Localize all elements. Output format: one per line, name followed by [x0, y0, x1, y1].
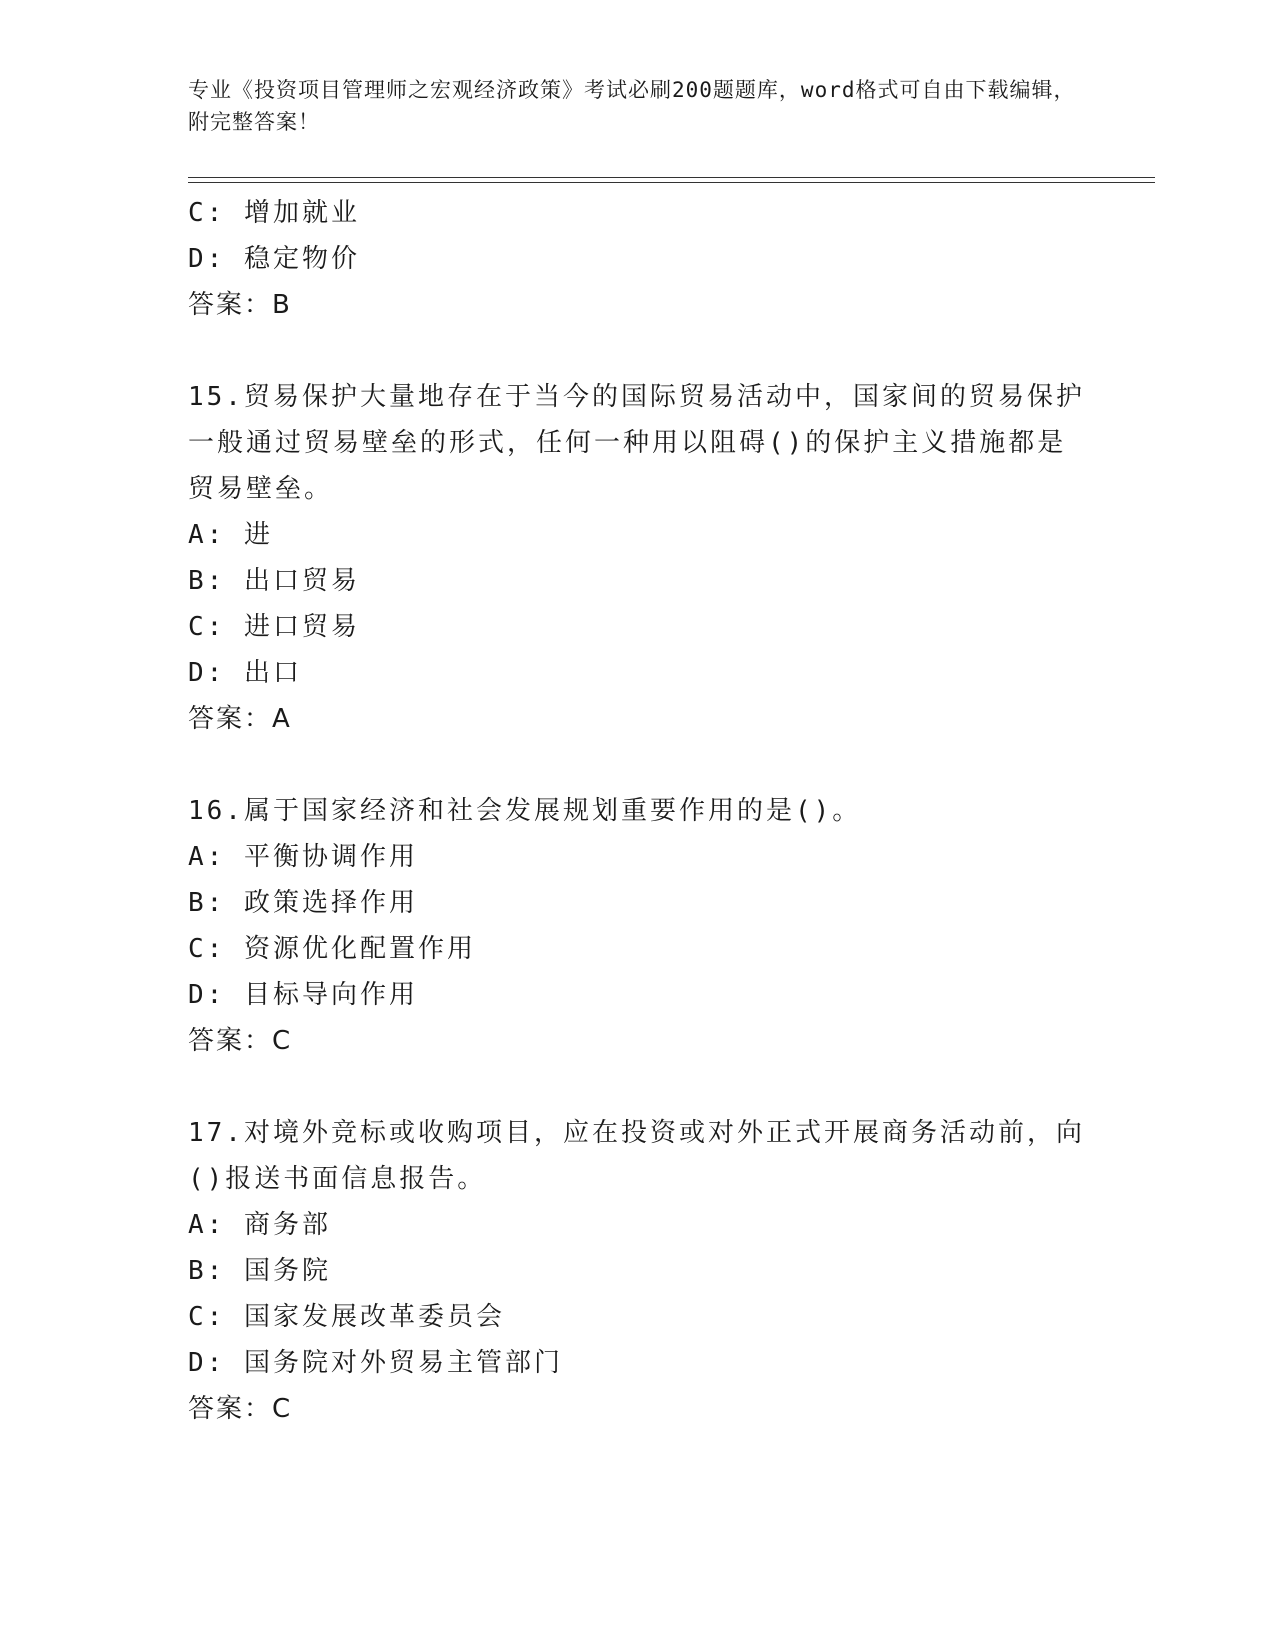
answer-line: 答案：C — [188, 1026, 293, 1056]
option-b: B: 国务院 — [188, 1256, 331, 1286]
answer-line: 答案：A — [188, 704, 292, 734]
header-text: 专业《投资项目管理师之宏观经济政策》考试必刷200题题库，word格式可自由下载编辑，附完整答案！ — [188, 78, 1076, 134]
spacer — [188, 1064, 1088, 1110]
answer-line: 答案：B — [188, 290, 292, 320]
option-c: C: 进口贸易 — [188, 612, 360, 642]
answer-line: 答案：C — [188, 1394, 293, 1424]
question-text-line: 15.贸易保护大量地存在于当今的国际贸易活动中，国家间的贸易保护 — [188, 382, 1085, 412]
option-d: D: 出口 — [188, 658, 302, 688]
question-16 — [188, 788, 1088, 1064]
option-d: D: 国务院对外贸易主管部门 — [188, 1348, 563, 1378]
question-content — [188, 190, 1088, 1432]
spacer — [188, 742, 1088, 788]
option-c: C: 资源优化配置作用 — [188, 934, 476, 964]
page-header — [188, 74, 1088, 138]
option-a: A: 商务部 — [188, 1210, 331, 1240]
question-text-line: 16.属于国家经济和社会发展规划重要作用的是()。 — [188, 796, 862, 826]
question-text-line: ()报送书面信息报告。 — [188, 1164, 487, 1194]
option-b: B: 出口贸易 — [188, 566, 360, 596]
option-c: C: 增加就业 — [188, 198, 360, 228]
question-17 — [188, 1110, 1088, 1432]
question-text-line: 贸易壁垒。 — [188, 474, 334, 504]
option-d: D: 稳定物价 — [188, 244, 360, 274]
question-text-line: 17.对境外竞标或收购项目，应在投资或对外正式开展商务活动前，向 — [188, 1118, 1085, 1148]
question-15 — [188, 374, 1088, 742]
header-rule-top — [188, 177, 1155, 178]
option-b: B: 政策选择作用 — [188, 888, 418, 918]
header-rule-bottom — [188, 182, 1155, 183]
option-a: A: 平衡协调作用 — [188, 842, 418, 872]
question-text-line: 一般通过贸易壁垒的形式，任何一种用以阻碍()的保护主义措施都是 — [188, 428, 1067, 458]
option-c: C: 国家发展改革委员会 — [188, 1302, 505, 1332]
spacer — [188, 328, 1088, 374]
carryover-block — [188, 190, 1088, 328]
option-d: D: 目标导向作用 — [188, 980, 418, 1010]
option-a: A: 进 — [188, 520, 273, 550]
